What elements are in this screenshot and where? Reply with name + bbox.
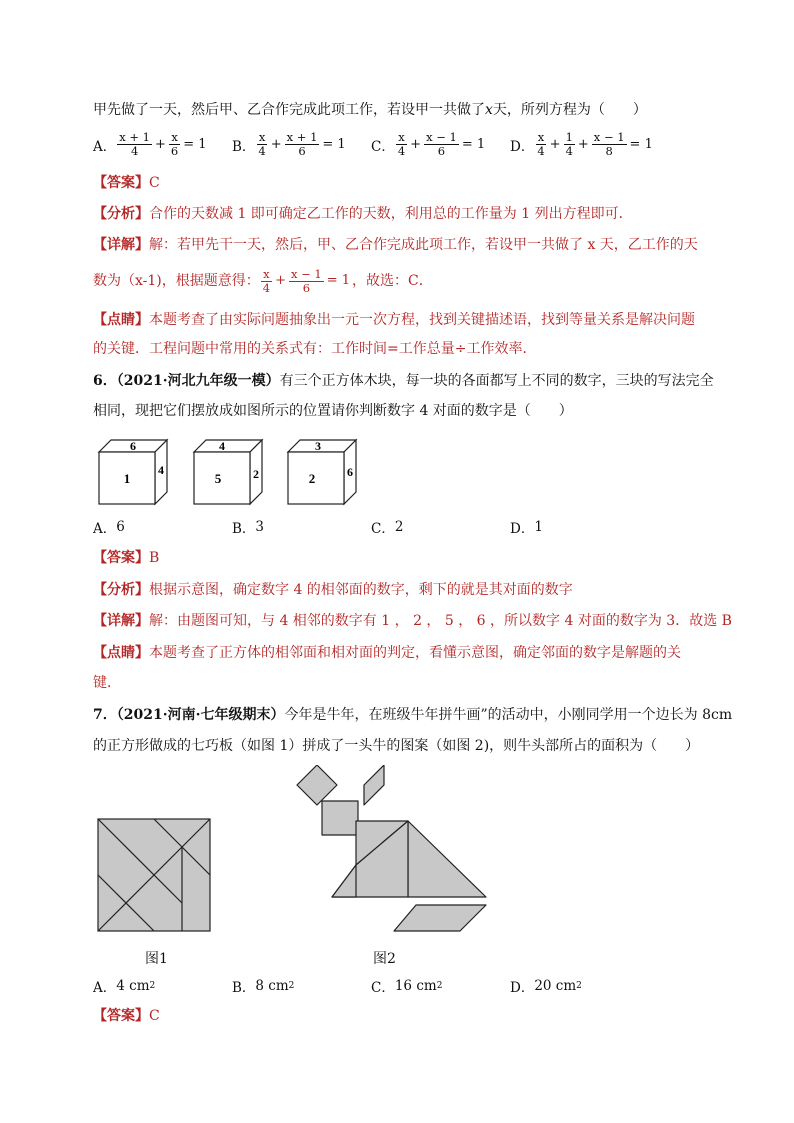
cubes-figure (95, 436, 375, 508)
cube-2-top: 4 (219, 439, 225, 453)
cube-3-front: 2 (308, 471, 316, 486)
q6-option-a[interactable]: A． 6 (93, 519, 125, 537)
fraction: $\frac{x + 1}{4}$ (119, 130, 150, 158)
q5-detail-line1: 【详解】解：若甲先干一天，然后，甲、乙合作完成此项工作，若设甲一共做了 x 天，乙工作的天 (93, 237, 698, 253)
fraction: $\frac{x - 1}{8}$ (593, 130, 625, 158)
cube-1-front: 1 (123, 471, 131, 486)
fraction: $\frac{x + 1}{6}$ (286, 130, 318, 158)
cube-3-top: 3 (315, 439, 321, 453)
q6-stem-line1: 6．（2021·河北九年级一模）有三个正方体木块，每一块的各面都写上不同的数字，三块的写法完全 (93, 373, 714, 389)
fraction: $\frac{1}{4}$ (565, 130, 573, 158)
q5-answer: 【答案】C (93, 175, 160, 191)
tangram-ox-figure (296, 765, 488, 933)
q5-analysis: 【分析】合作的天数减 1 即可确定乙工作的天数，利用总的工作量为 1 列出方程即可． (93, 206, 633, 222)
q5-stem: 甲先做了一天，然后甲、乙合作完成此项工作，若设甲一共做了x天，所列方程为（ ） (93, 102, 647, 118)
cube-3-side: 6 (347, 465, 353, 479)
cube-3 (288, 439, 356, 504)
cube-2-side: 2 (253, 467, 259, 481)
q5-comment-line2: 的关键．工程问题中常用的关系式有：工作时间=工作总量÷工作效率． (93, 341, 537, 357)
fraction: $\frac{x - 1}{6}$ (290, 266, 322, 295)
q5-comment-line1: 【点睛】本题考查了由实际问题抽象出一元一次方程，找到关键描述语，找到等量关系是解决问题 (93, 312, 695, 328)
q7-answer: 【答案】C (93, 1008, 160, 1024)
q7-option-d[interactable]: D． 20 cm 2 (510, 978, 582, 996)
q7-option-a[interactable]: A． 4 cm 2 (93, 978, 156, 996)
q5-option-c[interactable]: C． $\frac{x}{4}$ + $\frac{x - 1}{6}$ = 1 (371, 130, 486, 158)
q7-option-b[interactable]: B． 8 cm 2 (232, 978, 295, 996)
figure-1-caption: 图1 (145, 951, 168, 967)
fraction: $\frac{x - 1}{6}$ (426, 130, 457, 158)
fraction: $\frac{x}{4}$ (262, 266, 271, 295)
cube-2-front: 5 (214, 471, 222, 486)
cube-1 (99, 439, 167, 504)
q5-option-b[interactable]: B． $\frac{x}{4}$ + $\frac{x + 1}{6}$ = 1 (232, 130, 346, 158)
cube-1-top: 6 (130, 439, 136, 453)
cube-1-side: 4 (158, 463, 164, 477)
q7-option-c[interactable]: C． 16 cm 2 (371, 978, 443, 996)
q6-stem-line2: 相同，现把它们摆放成如图所示的位置请你判断数字 4 对面的数字是（ ） (93, 403, 573, 419)
q6-analysis: 【分析】根据示意图，确定数字 4 的相邻面的数字，剩下的就是其对面的数字 (93, 582, 573, 598)
tangram-square-figure (97, 818, 211, 932)
q6-comment-line1: 【点睛】本题考查了正方体的相邻面和相对面的判定，看懂示意图，确定邻面的数字是解题的关 (93, 645, 681, 661)
cube-2 (194, 439, 262, 504)
q5-option-a[interactable]: A． $\frac{x + 1}{4}$ + $\frac{x}{6}$ = 1 (93, 130, 207, 158)
q6-comment-line2: 键． (93, 675, 121, 691)
fraction: $\frac{x}{4}$ (258, 130, 266, 158)
fraction: $\frac{x}{6}$ (170, 130, 179, 158)
fraction: $\frac{x}{4}$ (537, 130, 545, 158)
q6-option-c[interactable]: C． 2 (371, 519, 404, 537)
figure-2-caption: 图2 (373, 951, 396, 967)
q5-option-d[interactable]: D． $\frac{x}{4}$ + $\frac{1}{4}$ + $\frac{x - 1}{8}$ = 1 (510, 130, 653, 158)
q6-answer: 【答案】B (93, 550, 160, 566)
fraction: $\frac{x}{4}$ (397, 130, 406, 158)
q5-detail-line2: 数为（x-1)，根据题意得： $\frac{x}{4}$ + $\frac{x - 1}{6}$ = 1 ，故选：C． (93, 266, 433, 295)
q6-option-b[interactable]: B． 3 (232, 519, 265, 537)
q6-option-d[interactable]: D． 1 (510, 519, 543, 537)
q7-stem-line1: 7．（2021·河南·七年级期末）今年是牛年，在班级牛年拼牛画”的活动中，小刚同学用一个边长为 8cm (93, 707, 733, 723)
q7-stem-line2: 的正方形做成的七巧板（如图 1）拼成了一头牛的图案（如图 2)，则牛头部所占的面积为（ ） (93, 738, 700, 754)
q6-detail: 【详解】解：由题图可知，与 4 相邻的数字有 1 ， 2 ， 5 ， 6 ，所以数字 4 对面的数字为 3．故选 B (93, 613, 732, 629)
